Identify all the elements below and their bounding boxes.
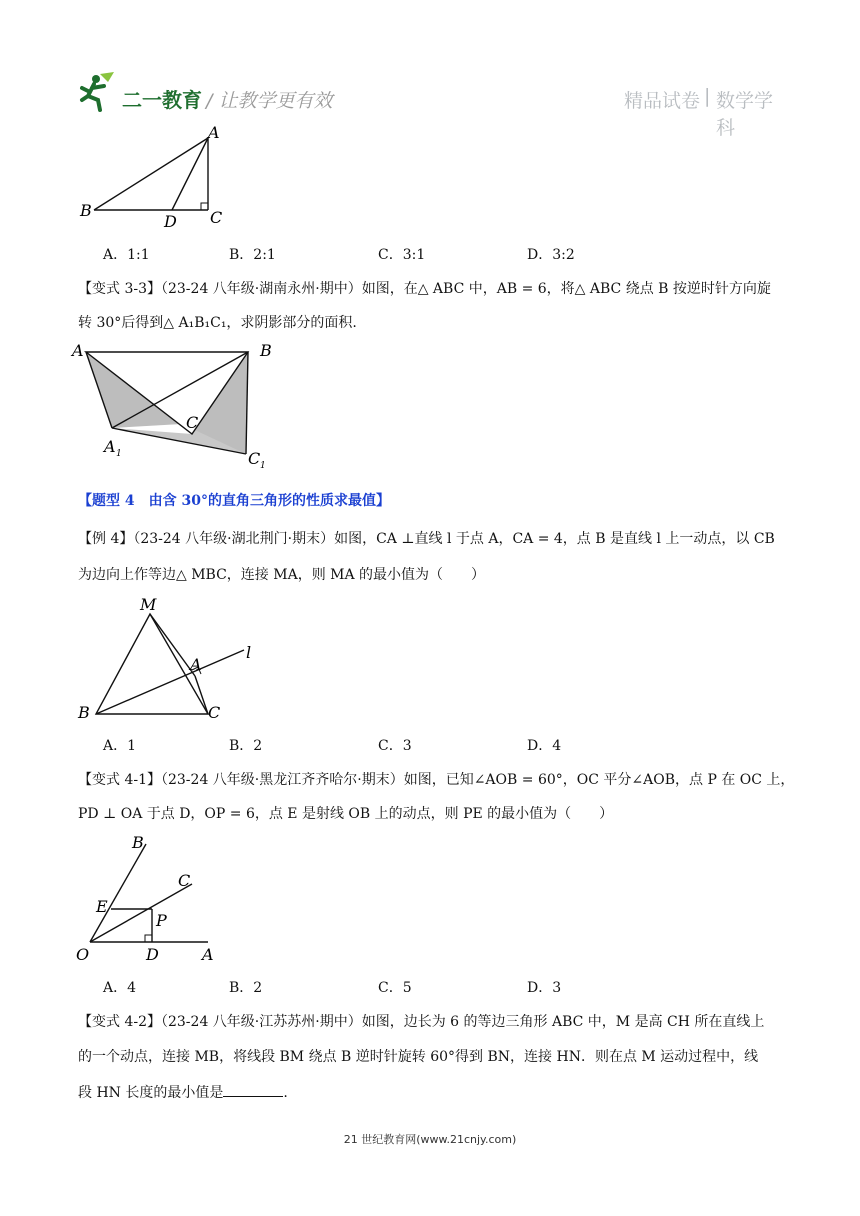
page-header	[78, 68, 788, 139]
v41-option-d: D．3	[527, 980, 562, 996]
q1-option-d: D．3:2	[527, 247, 575, 263]
ex4-line2: 为边向上作等边△ MBC，连接 MA，则 MA 的最小值为（ ）	[78, 567, 486, 583]
v41-line2: PD ⊥ OA 于点 D，OP = 6，点 E 是射线 OB 上的动点，则 PE 的最小值为（ ）	[78, 806, 614, 822]
fig4-label-c: C	[178, 871, 191, 890]
v41-line1: 【变式 4-1】（23-24 八年级·黑龙江齐齐哈尔·期末）如图，已知∠AOB = 60°，OC 平分∠AOB，点 P 在 OC 上，	[78, 772, 795, 788]
fig1-label-b: B	[80, 201, 92, 220]
v42-line1: 【变式 4-2】（23-24 八年级·江苏苏州·期中）如图，边长为 6 的等边三角形 ABC 中，M 是高 CH 所在直线上	[78, 1014, 765, 1030]
v42-line3-end: .	[283, 1085, 288, 1101]
v41-option-a: A．4	[103, 980, 137, 996]
header-quality: 精品试卷	[624, 90, 701, 112]
fig3-label-l: l	[246, 643, 252, 662]
fig3-label-b: B	[78, 703, 90, 722]
v41-option-c: C．5	[378, 980, 412, 996]
fig2-label-a: A	[72, 341, 84, 360]
fig2-label-b: B	[260, 341, 272, 360]
section-heading-4: 【题型 4 由含 30°的直角三角形的性质求最值】	[78, 493, 390, 509]
header-subject: 数学学科	[716, 90, 774, 139]
header-separator: |	[704, 85, 711, 107]
fig1-label-a: A	[208, 124, 220, 142]
figure-angle-bisector	[74, 834, 224, 966]
fig2-label-c1-sub: 1	[260, 461, 266, 471]
ex4-option-c: C．3	[378, 738, 412, 754]
page-footer: 21 世纪教育网(www.21cnjy.com)	[343, 1133, 517, 1146]
fig2-label-a1: A	[104, 437, 116, 456]
fig3-label-c: C	[208, 703, 221, 722]
fig4-label-o: O	[76, 945, 90, 964]
brand-slogan: / 让教学更有效	[206, 90, 333, 112]
fig2-label-c: C	[186, 413, 199, 432]
fig1-label-c: C	[210, 208, 223, 227]
figure-triangle-abc-d	[76, 124, 236, 234]
fig2-label-c1: C	[248, 449, 261, 468]
v33-line1: 【变式 3-3】（23-24 八年级·湖南永州·期中）如图，在△ ABC 中，AB = 6，将△ ABC 绕点 B 按逆时针方向旋	[78, 281, 771, 297]
runner-logo-icon	[78, 70, 122, 114]
fig4-label-e: E	[96, 897, 108, 916]
brand-name: 二一教育	[122, 88, 202, 112]
ex4-option-d: D．4	[527, 738, 562, 754]
ex4-option-b: B．2	[229, 738, 263, 754]
ex4-option-a: A．1	[103, 738, 137, 754]
fig4-label-b: B	[132, 834, 144, 852]
figure-rotation-shaded	[70, 338, 290, 476]
v42-line2: 的一个动点，连接 MB，将线段 BM 绕点 B 逆时针旋转 60°得到 BN，连接 HN．则在点 M 运动过程中，线	[78, 1049, 759, 1065]
figure-equilateral-mbc	[74, 594, 274, 726]
q1-option-a: A．1:1	[103, 247, 150, 263]
q1-option-b: B．2:1	[229, 247, 276, 263]
fig4-label-d: D	[146, 945, 159, 964]
fig4-label-a: A	[202, 945, 214, 964]
fig4-label-p: P	[156, 911, 167, 930]
v33-line2: 转 30°后得到△ A₁B₁C₁，求阴影部分的面积.	[78, 315, 357, 331]
fig3-label-m: M	[140, 595, 157, 614]
q1-option-c: C．3:1	[378, 247, 426, 263]
ex4-line1: 【例 4】（23-24 八年级·湖北荆门·期末）如图，CA ⊥直线 l 于点 A，CA = 4，点 B 是直线 l 上一动点，以 CB	[78, 531, 775, 547]
v41-option-b: B．2	[229, 980, 263, 996]
v42-line3-text: 段 HN 长度的最小值是	[78, 1085, 224, 1101]
v42-line3	[78, 1082, 288, 1103]
fig3-label-a: A	[190, 655, 202, 674]
fig2-label-a1-sub: 1	[116, 449, 122, 459]
answer-blank	[223, 1082, 283, 1097]
fig1-label-d: D	[164, 212, 177, 231]
